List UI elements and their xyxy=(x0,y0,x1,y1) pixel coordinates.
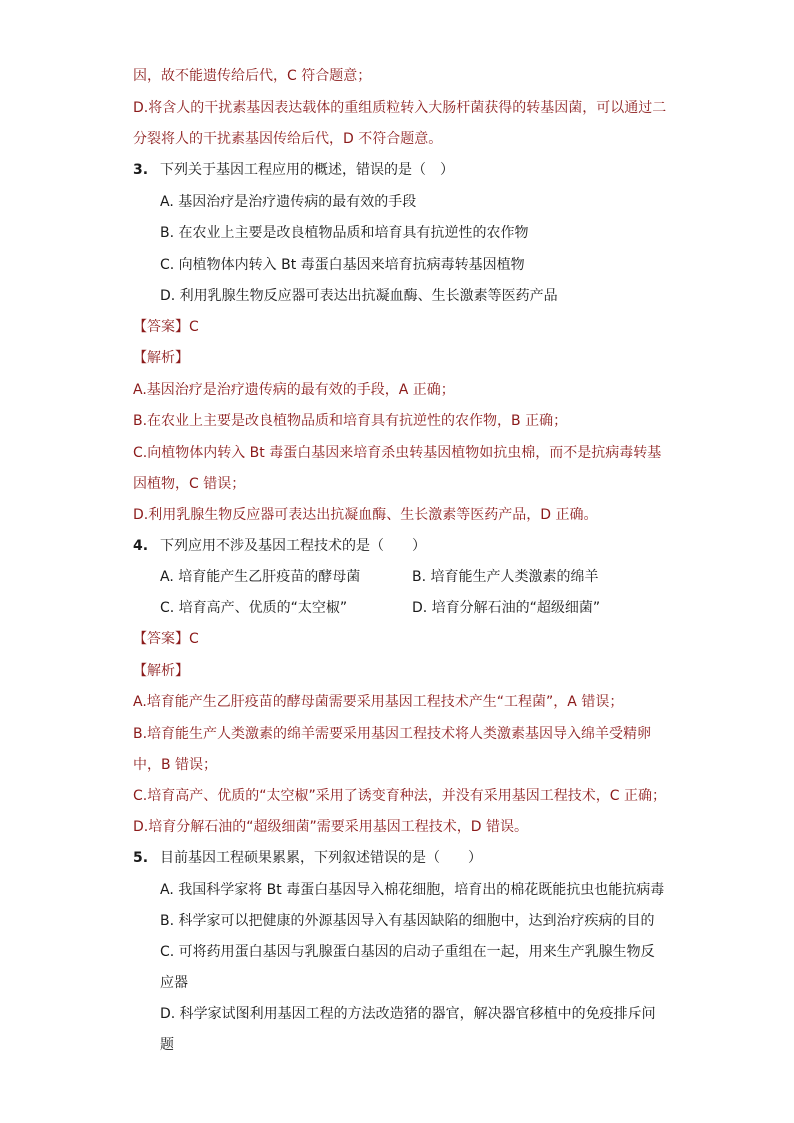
question-stem: 下列应用不涉及基因工程技术的是（ ） xyxy=(160,538,426,554)
option-d: D. 培育分解石油的“超级细菌” xyxy=(412,600,601,616)
answer-label: 【答案】C xyxy=(133,319,199,335)
analysis-line: D.将含人的干扰素基因表达载体的重组质粒转入大肠杆菌获得的转基因菌，可以通过二 xyxy=(133,100,667,116)
question-number: 3. xyxy=(133,162,149,178)
option-d-continuation: 题 xyxy=(160,1037,174,1053)
option-a: A. 基因治疗是治疗遗传病的最有效的手段 xyxy=(160,194,417,210)
option-b: B. 在农业上主要是改良植物品质和培育具有抗逆性的农作物 xyxy=(160,225,529,241)
option-b: B. 科学家可以把健康的外源基因导入有基因缺陷的细胞中，达到治疗疾病的目的 xyxy=(160,913,655,929)
analysis-line: B.培育能生产人类激素的绵羊需要采用基因工程技术将人类激素基因导入绵羊受精卵 xyxy=(133,726,652,742)
option-b: B. 培育能生产人类激素的绵羊 xyxy=(412,569,599,585)
option-c-continuation: 应器 xyxy=(160,975,188,991)
analysis-line: 因，故不能遗传给后代，C 符合题意； xyxy=(133,68,372,84)
option-d: D. 科学家试图利用基因工程的方法改造猪的器官，解决器官移植中的免疫排斥问 xyxy=(160,1006,656,1022)
question-stem: 下列关于基因工程应用的概述，错误的是（ ） xyxy=(160,162,454,178)
question-number: 4. xyxy=(133,538,149,554)
option-d: D. 利用乳腺生物反应器可表达出抗凝血酶、生长激素等医药产品 xyxy=(160,288,558,304)
question-number: 5. xyxy=(133,850,149,866)
analysis-line: 因植物，C 错误； xyxy=(133,476,246,492)
analysis-line: D.利用乳腺生物反应器可表达出抗凝血酶、生长激素等医药产品，D 正确。 xyxy=(133,507,598,523)
analysis-line: 中，B 错误； xyxy=(133,757,218,773)
option-c: C. 向植物体内转入 Bt 毒蛋白基因来培育抗病毒转基因植物 xyxy=(160,257,525,273)
option-a: A. 我国科学家将 Bt 毒蛋白基因导入棉花细胞，培育出的棉花既能抗虫也能抗病毒 xyxy=(160,882,665,898)
analysis-line: C.培育高产、优质的“太空椒”采用了诱变育种法，并没有采用基因工程技术，C 正确； xyxy=(133,788,666,804)
analysis-line: D.培育分解石油的“超级细菌”需要采用基因工程技术，D 错误。 xyxy=(133,819,528,835)
analysis-line: A.培育能产生乙肝疫苗的酵母菌需要采用基因工程技术产生“工程菌”，A 错误； xyxy=(133,694,624,710)
answer-label: 【答案】C xyxy=(133,631,199,647)
question-stem: 目前基因工程硕果累累，下列叙述错误的是（ ） xyxy=(160,850,482,866)
analysis-line: B.在农业上主要是改良植物品质和培育具有抗逆性的农作物，B 正确； xyxy=(133,413,568,429)
analysis-title: 【解析】 xyxy=(133,350,189,366)
analysis-title: 【解析】 xyxy=(133,663,189,679)
analysis-line: 分裂将人的干扰素基因传给后代，D 不符合题意。 xyxy=(133,131,443,147)
option-c: C. 可将药用蛋白基因与乳腺蛋白基因的启动子重组在一起，用来生产乳腺生物反 xyxy=(160,944,655,960)
option-c: C. 培育高产、优质的“太空椒” xyxy=(160,600,348,616)
analysis-line: C.向植物体内转入 Bt 毒蛋白基因来培育杀虫转基因植物如抗虫棉，而不是抗病毒转基 xyxy=(133,445,662,461)
analysis-line: A.基因治疗是治疗遗传病的最有效的手段，A 正确； xyxy=(133,382,455,398)
option-a: A. 培育能产生乙肝疫苗的酵母菌 xyxy=(160,569,361,585)
